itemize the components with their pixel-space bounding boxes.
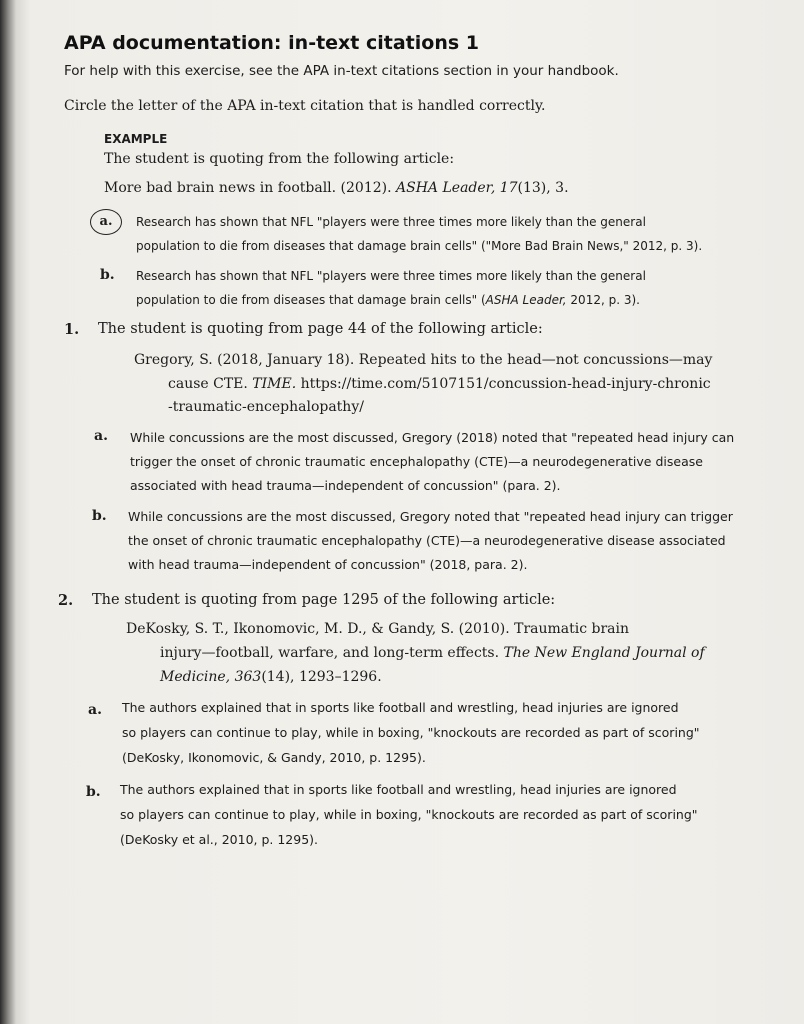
example-option-a-line-2: population to die from diseases that damage brain cells" ("More Bad Brain News," 2012, p. 3). — [136, 239, 703, 253]
question-2-reference-journal: The New England Journal of — [503, 645, 705, 661]
question-2-option-b-line-3: (DeKosky et al., 2010, p. 1295). — [120, 832, 319, 847]
question-2-reference-volume: Medicine, 363 — [160, 669, 262, 685]
example-option-a-line-1: Research has shown that NFL "players were three times more likely than the general — [136, 215, 646, 229]
question-1-reference-line-3: -traumatic-encephalopathy/ — [168, 399, 364, 415]
example-reference-journal: ASHA Leader, 17 — [396, 180, 518, 196]
page-title: APA documentation: in-text citations 1 — [64, 32, 479, 54]
question-1-intro: The student is quoting from page 44 of the following article: — [98, 321, 543, 337]
question-2-option-a-line-3: (DeKosky, Ikonomovic, & Gandy, 2010, p. 1295). — [122, 750, 426, 765]
question-1-reference-line-2-lead: cause CTE. — [168, 376, 253, 392]
example-option-b-line-2-tail: 2012, p. 3). — [566, 293, 640, 307]
example-option-a-circled-letter[interactable]: a. — [90, 209, 122, 235]
example-option-b-line-1: Research has shown that NFL "players were three times more likely than the general — [136, 269, 646, 283]
question-2-option-a-letter[interactable]: a. — [88, 702, 102, 718]
example-label: EXAMPLE — [104, 132, 168, 146]
question-2-reference-line-2-lead: injury—football, warfare, and long-term effects. — [160, 645, 504, 661]
question-2-option-b-line-2: so players can continue to play, while in boxing, "knockouts are recorded as part of scoring" — [120, 807, 698, 822]
question-2-reference-pages: (14), 1293–1296. — [261, 669, 382, 685]
example-reference — [104, 180, 569, 196]
question-1-option-a-letter[interactable]: a. — [94, 428, 108, 444]
question-1-option-b-letter[interactable]: b. — [92, 508, 107, 524]
example-option-b-journal: ASHA Leader, — [485, 293, 567, 307]
instruction: Circle the letter of the APA in-text citation that is handled correctly. — [64, 98, 546, 114]
question-2-number: 2. — [58, 592, 74, 609]
example-reference-lead: More bad brain news in football. (2012). — [104, 180, 397, 196]
question-1-option-a-line-3: associated with head trauma—independent of concussion" (para. 2). — [130, 478, 561, 493]
question-2-option-b-line-1: The authors explained that in sports like football and wrestling, head injuries are ignored — [120, 782, 677, 797]
question-1-option-b-line-3: with head trauma—independent of concussion" (2018, para. 2). — [128, 557, 528, 572]
question-2-option-a-line-1: The authors explained that in sports like football and wrestling, head injuries are ignored — [122, 700, 679, 715]
question-1-reference-line-2 — [168, 376, 711, 392]
question-2-option-a-line-2: so players can continue to play, while in boxing, "knockouts are recorded as part of scoring" — [122, 725, 700, 740]
example-option-b-line-2 — [136, 293, 640, 307]
question-1-reference-line-1: Gregory, S. (2018, January 18). Repeated hits to the head—not concussions—may — [134, 352, 713, 368]
question-1-option-a-line-2: trigger the onset of chronic traumatic encephalopathy (CTE)—a neurodegenerative disease — [130, 454, 703, 469]
help-note: For help with this exercise, see the APA in-text citations section in your handbook. — [64, 63, 619, 79]
example-option-b-line-2-lead: population to die from diseases that damage brain cells" ( — [136, 293, 486, 307]
question-1-number: 1. — [64, 321, 80, 338]
example-option-b-letter[interactable]: b. — [100, 267, 115, 283]
question-2-option-b-letter[interactable]: b. — [86, 784, 101, 800]
question-2-reference-line-2 — [160, 645, 705, 661]
example-intro: The student is quoting from the following article: — [104, 151, 455, 167]
question-2-reference-line-1: DeKosky, S. T., Ikonomovic, M. D., & Gandy, S. (2010). Traumatic brain — [126, 621, 630, 637]
question-2-reference-line-3 — [160, 669, 382, 685]
question-2-intro: The student is quoting from page 1295 of the following article: — [92, 592, 556, 608]
question-1-reference-url: https://time.com/5107151/concussion-head-injury-chronic — [296, 376, 711, 392]
question-1-option-b-line-2: the onset of chronic traumatic encephalopathy (CTE)—a neurodegenerative disease associated — [128, 533, 726, 548]
question-1-option-b-line-1: While concussions are the most discussed, Gregory noted that "repeated head injury can trigger — [128, 509, 733, 524]
question-1-option-a-line-1: While concussions are the most discussed, Gregory (2018) noted that "repeated head injury can — [130, 430, 735, 445]
example-reference-tail: (13), 3. — [517, 180, 569, 196]
question-1-reference-journal: TIME. — [252, 376, 297, 392]
